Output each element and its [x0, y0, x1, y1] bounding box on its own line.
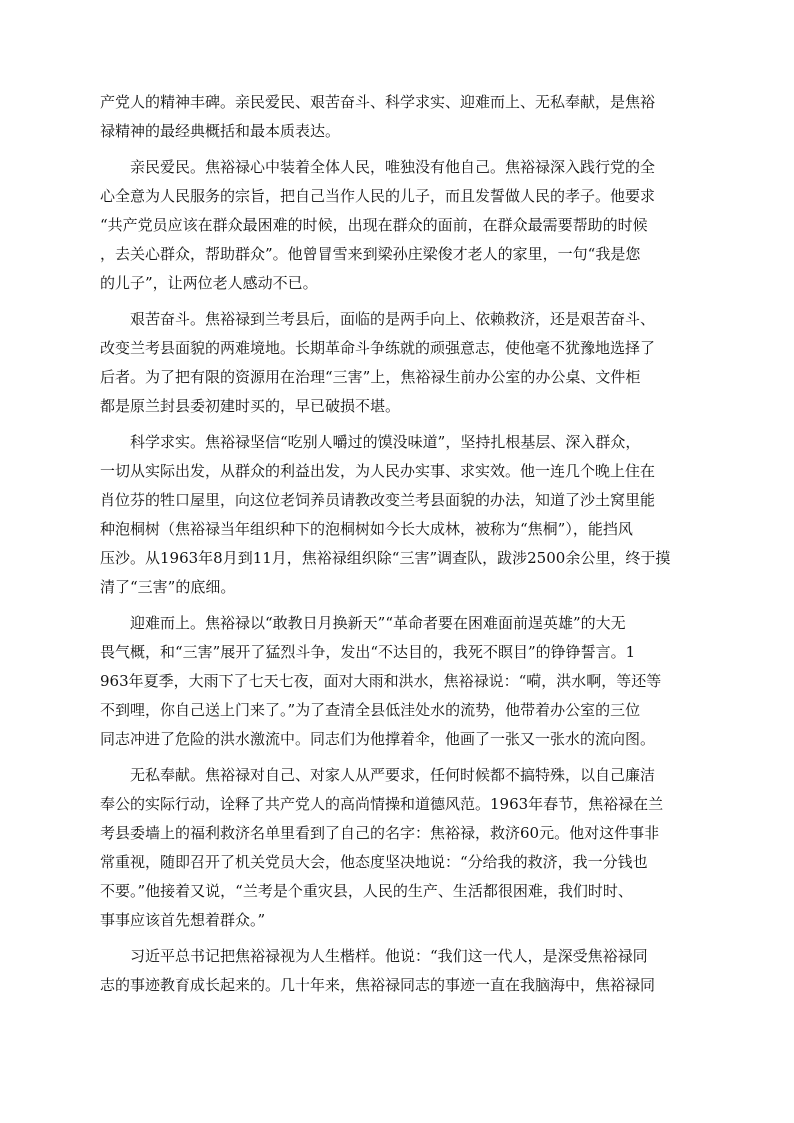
text-line: 事事应该首先想着群众。”: [100, 911, 266, 929]
text-line: 肖位芬的牲口屋里，向这位老饲养员请教改变兰考县面貌的办法，知道了沙土窝里能: [100, 491, 656, 509]
text-line: 习近平总书记把焦裕禄视为人生楷样。他说：“我们这一代人，是深受焦裕禄同: [100, 947, 648, 965]
text-line: 产党人的精神丰碑。亲民爱民、艰苦奋斗、科学求实、迎难而上、无私奉献，是焦裕: [100, 93, 656, 111]
text-line: 无私奉献。焦裕禄对自己、对家人从严要求，任何时候都不搞特殊，以自己廉洁: [100, 766, 656, 784]
text-line: 同志冲进了危险的洪水激流中。同志们为他撑着伞，他画了一张又一张水的流向图。: [100, 730, 656, 748]
text-line: 畏气概，和“三害”展开了猛烈斗争，发出“不达目的，我死不瞑目”的铮铮誓言。1: [100, 643, 636, 661]
text-line: 亲民爱民。焦裕禄心中装着全体人民，唯独没有他自己。焦裕禄深入践行党的全: [100, 158, 656, 176]
text-line: 考县委墙上的福利救济名单里看到了自己的名字：焦裕禄，救济60元。他对这件事非: [100, 824, 660, 842]
text-line: ，去关心群众，帮助群众”。他曾冒雪来到梁孙庄梁俊才老人的家里，一句“我是您: [100, 245, 641, 263]
text-line: 艰苦奋斗。焦裕禄到兰考县后，面临的是两手向上、依赖救济，还是艰苦奋斗、: [100, 310, 656, 328]
text-line: 的儿子”，让两位老人感动不已。: [100, 274, 318, 292]
text-line: 志的事迹教育成长起来的。几十年来，焦裕禄同志的事迹一直在我脑海中，焦裕禄同: [100, 976, 656, 994]
text-line: “共产党员应该在群众最困难的时候，出现在群众的面前，在群众最需要帮助的时候: [100, 216, 648, 234]
text-line: 迎难而上。焦裕禄以“敢教日月换新天”“革命者要在困难面前逞英雄”的大无: [100, 614, 626, 632]
text-line: 种泡桐树（焦裕禄当年组织种下的泡桐树如今长大成林，被称为“焦桐”），能挡风: [100, 520, 633, 538]
text-line: 常重视，随即召开了机关党员大会，他态度坚决地说：“分给我的救济，我一分钱也: [100, 853, 648, 871]
text-line: 禄精神的最经典概括和最本质表达。: [100, 122, 341, 140]
text-line: 都是原兰封县委初建时买的，早已破损不堪。: [100, 397, 401, 415]
text-line: 不到哩，你自己送上门来了。”为了查清全县低洼处水的流势，他带着办公室的三位: [100, 701, 641, 719]
text-line: 压沙。从1963年8月到11月，焦裕禄组织除“三害”调查队，跋涉2500余公里，终于摸: [100, 549, 671, 567]
text-line: 心全意为人民服务的宗旨，把自己当作人民的儿子，而且发誓做人民的孝子。他要求: [100, 187, 656, 205]
text-line: 科学求实。焦裕禄坚信“吃别人嚼过的馍没味道”，坚持扎根基层、深入群众，: [100, 433, 641, 451]
text-line: 963年夏季，大雨下了七天七夜，面对大雨和洪水，焦裕禄说：“嗬，洪水啊，等还等: [100, 672, 662, 690]
text-line: 清了“三害”的底细。: [100, 578, 236, 596]
text-line: 一切从实际出发，从群众的利益出发，为人民办实事、求实效。他一连几个晚上住在: [100, 462, 656, 480]
text-line: 不要。”他接着又说，“兰考是个重灾县，人民的生产、生活都很困难，我们时时、: [100, 882, 633, 900]
text-line: 后者。为了把有限的资源用在治理“三害”上，焦裕禄生前办公室的办公桌、文件柜: [100, 368, 641, 386]
text-line: 改变兰考县面貌的两难境地。长期革命斗争练就的顽强意志，使他毫不犹豫地选择了: [100, 339, 656, 357]
text-line: 奉公的实际行动，诠释了共产党人的高尚情操和道德风范。1963年春节，焦裕禄在兰: [100, 795, 664, 813]
